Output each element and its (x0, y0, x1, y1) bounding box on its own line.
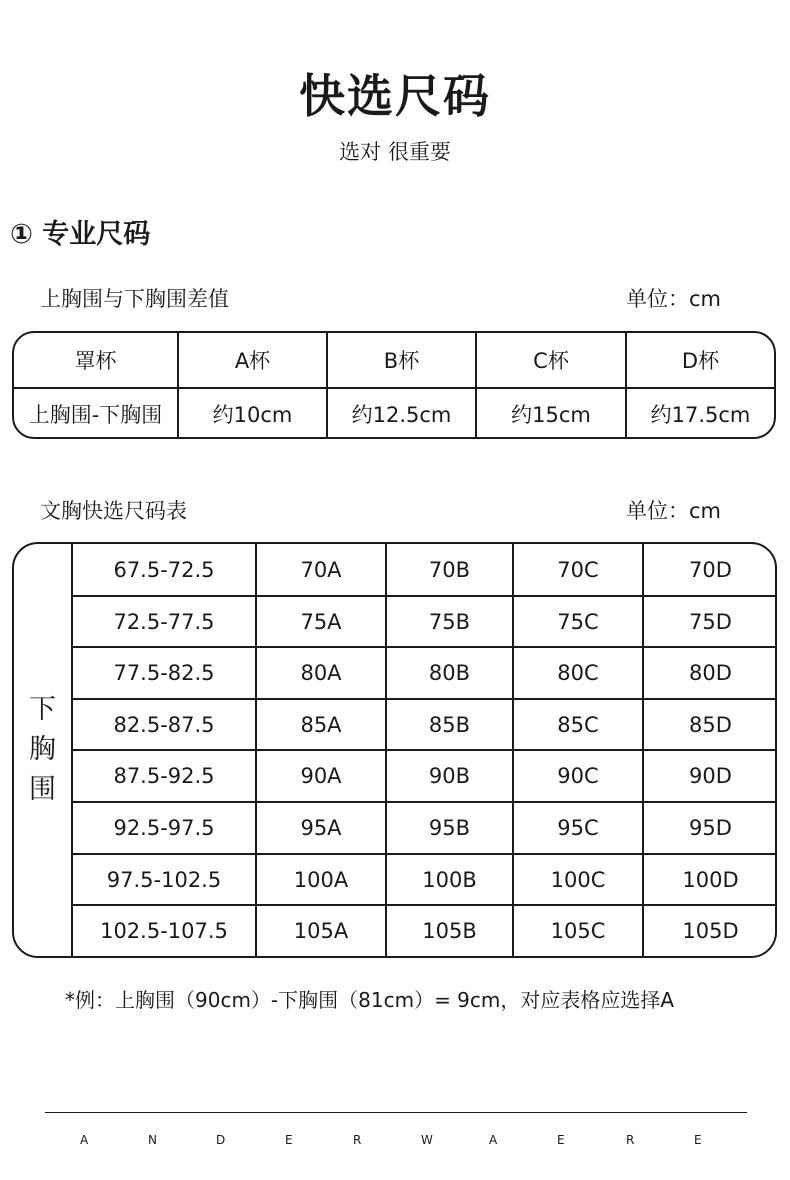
size-cell: 80B (428, 660, 471, 685)
header-cell: C杯 (533, 349, 569, 373)
size-table-unit: 单位：cm (626, 499, 722, 523)
brand-letter: E (285, 1133, 293, 1147)
header-cell: B杯 (383, 349, 420, 373)
size-cell: 75C (557, 609, 599, 634)
underbust-range-cell: 97.5-102.5 (106, 867, 222, 892)
size-cell: 95A (300, 815, 342, 840)
size-cell: 70B (428, 557, 471, 582)
size-table-caption: 文胸快选尺码表 (40, 499, 187, 523)
size-cell: 90C (557, 763, 599, 788)
size-cell: 85D (689, 712, 732, 737)
page-title: 快选尺码 (299, 69, 491, 123)
underbust-range-cell: 72.5-77.5 (113, 609, 215, 634)
size-cell: 75A (300, 609, 342, 634)
size-cell: 100C (550, 867, 606, 892)
brand-letter: A (489, 1133, 498, 1147)
size-cell: 90B (428, 763, 471, 788)
brand-letter: N (148, 1133, 157, 1147)
side-label-char: 下 (29, 694, 56, 725)
size-cell: 90A (300, 763, 342, 788)
size-cell: 105A (293, 918, 349, 943)
size-cell: 85A (300, 712, 342, 737)
footer-divider (45, 1112, 747, 1113)
size-cell: 80D (689, 660, 732, 685)
brand-letter: E (557, 1133, 565, 1147)
size-cell: 70D (689, 557, 732, 582)
cup-difference-table (12, 331, 776, 439)
underbust-side-label (14, 544, 71, 956)
column-divider (625, 333, 627, 437)
size-cell: 70C (557, 557, 599, 582)
underbust-range-cell: 67.5-72.5 (113, 557, 215, 582)
page-subtitle: 选对 很重要 (339, 140, 451, 164)
underbust-range-cell: 87.5-92.5 (113, 763, 215, 788)
size-cell: 105D (682, 918, 739, 943)
size-cell: 95C (557, 815, 599, 840)
size-cell: 75D (689, 609, 732, 634)
section-title: ① 专业尺码 (10, 219, 151, 250)
size-cell: 90D (689, 763, 732, 788)
size-cell: 95D (689, 815, 732, 840)
underbust-range-cell: 92.5-97.5 (113, 815, 215, 840)
side-label-char: 胸 (29, 734, 56, 765)
brand-letter: W (421, 1133, 433, 1147)
table-cell: 上胸围-下胸围 (28, 403, 163, 427)
underbust-range-cell: 82.5-87.5 (113, 712, 215, 737)
table-row (14, 387, 774, 439)
bra-size-table (12, 542, 777, 958)
size-cell: 75B (428, 609, 471, 634)
size-cell: 85C (557, 712, 599, 737)
size-cell: 95B (428, 815, 471, 840)
brand-letter: D (216, 1133, 226, 1147)
brand-letter: R (626, 1133, 635, 1147)
table-header-row (14, 333, 774, 387)
cup-table-unit: 单位：cm (626, 287, 722, 311)
size-cell: 85B (428, 712, 471, 737)
column-divider (326, 333, 328, 437)
brand-letter: R (353, 1133, 362, 1147)
size-cell: 105C (550, 918, 606, 943)
header-cell: D杯 (681, 349, 720, 373)
table-cell: 约12.5cm (351, 403, 452, 427)
header-cell: A杯 (234, 349, 271, 373)
size-cell: 70A (300, 557, 342, 582)
header-cell: 罩杯 (74, 349, 117, 373)
size-cell: 105B (422, 918, 477, 943)
size-cell: 100B (422, 867, 477, 892)
size-cell: 80A (300, 660, 342, 685)
side-label-char: 围 (29, 774, 56, 805)
example-note: *例：上胸围（90cm）-下胸围（81cm）= 9cm，对应表格应选择A (65, 988, 675, 1012)
cup-table-caption: 上胸围与下胸围差值 (40, 287, 229, 311)
size-cell: 100D (682, 867, 739, 892)
table-cell: 约15cm (511, 403, 591, 427)
table-cell: 约17.5cm (650, 403, 751, 427)
underbust-range-cell: 77.5-82.5 (113, 660, 215, 685)
underbust-range-cell: 102.5-107.5 (100, 918, 228, 943)
size-cell: 80C (557, 660, 599, 685)
column-divider (177, 333, 179, 437)
size-cell: 100A (293, 867, 349, 892)
column-divider (475, 333, 477, 437)
table-cell: 约10cm (212, 403, 293, 427)
brand-letter: A (80, 1133, 89, 1147)
brand-letter: E (694, 1133, 702, 1147)
